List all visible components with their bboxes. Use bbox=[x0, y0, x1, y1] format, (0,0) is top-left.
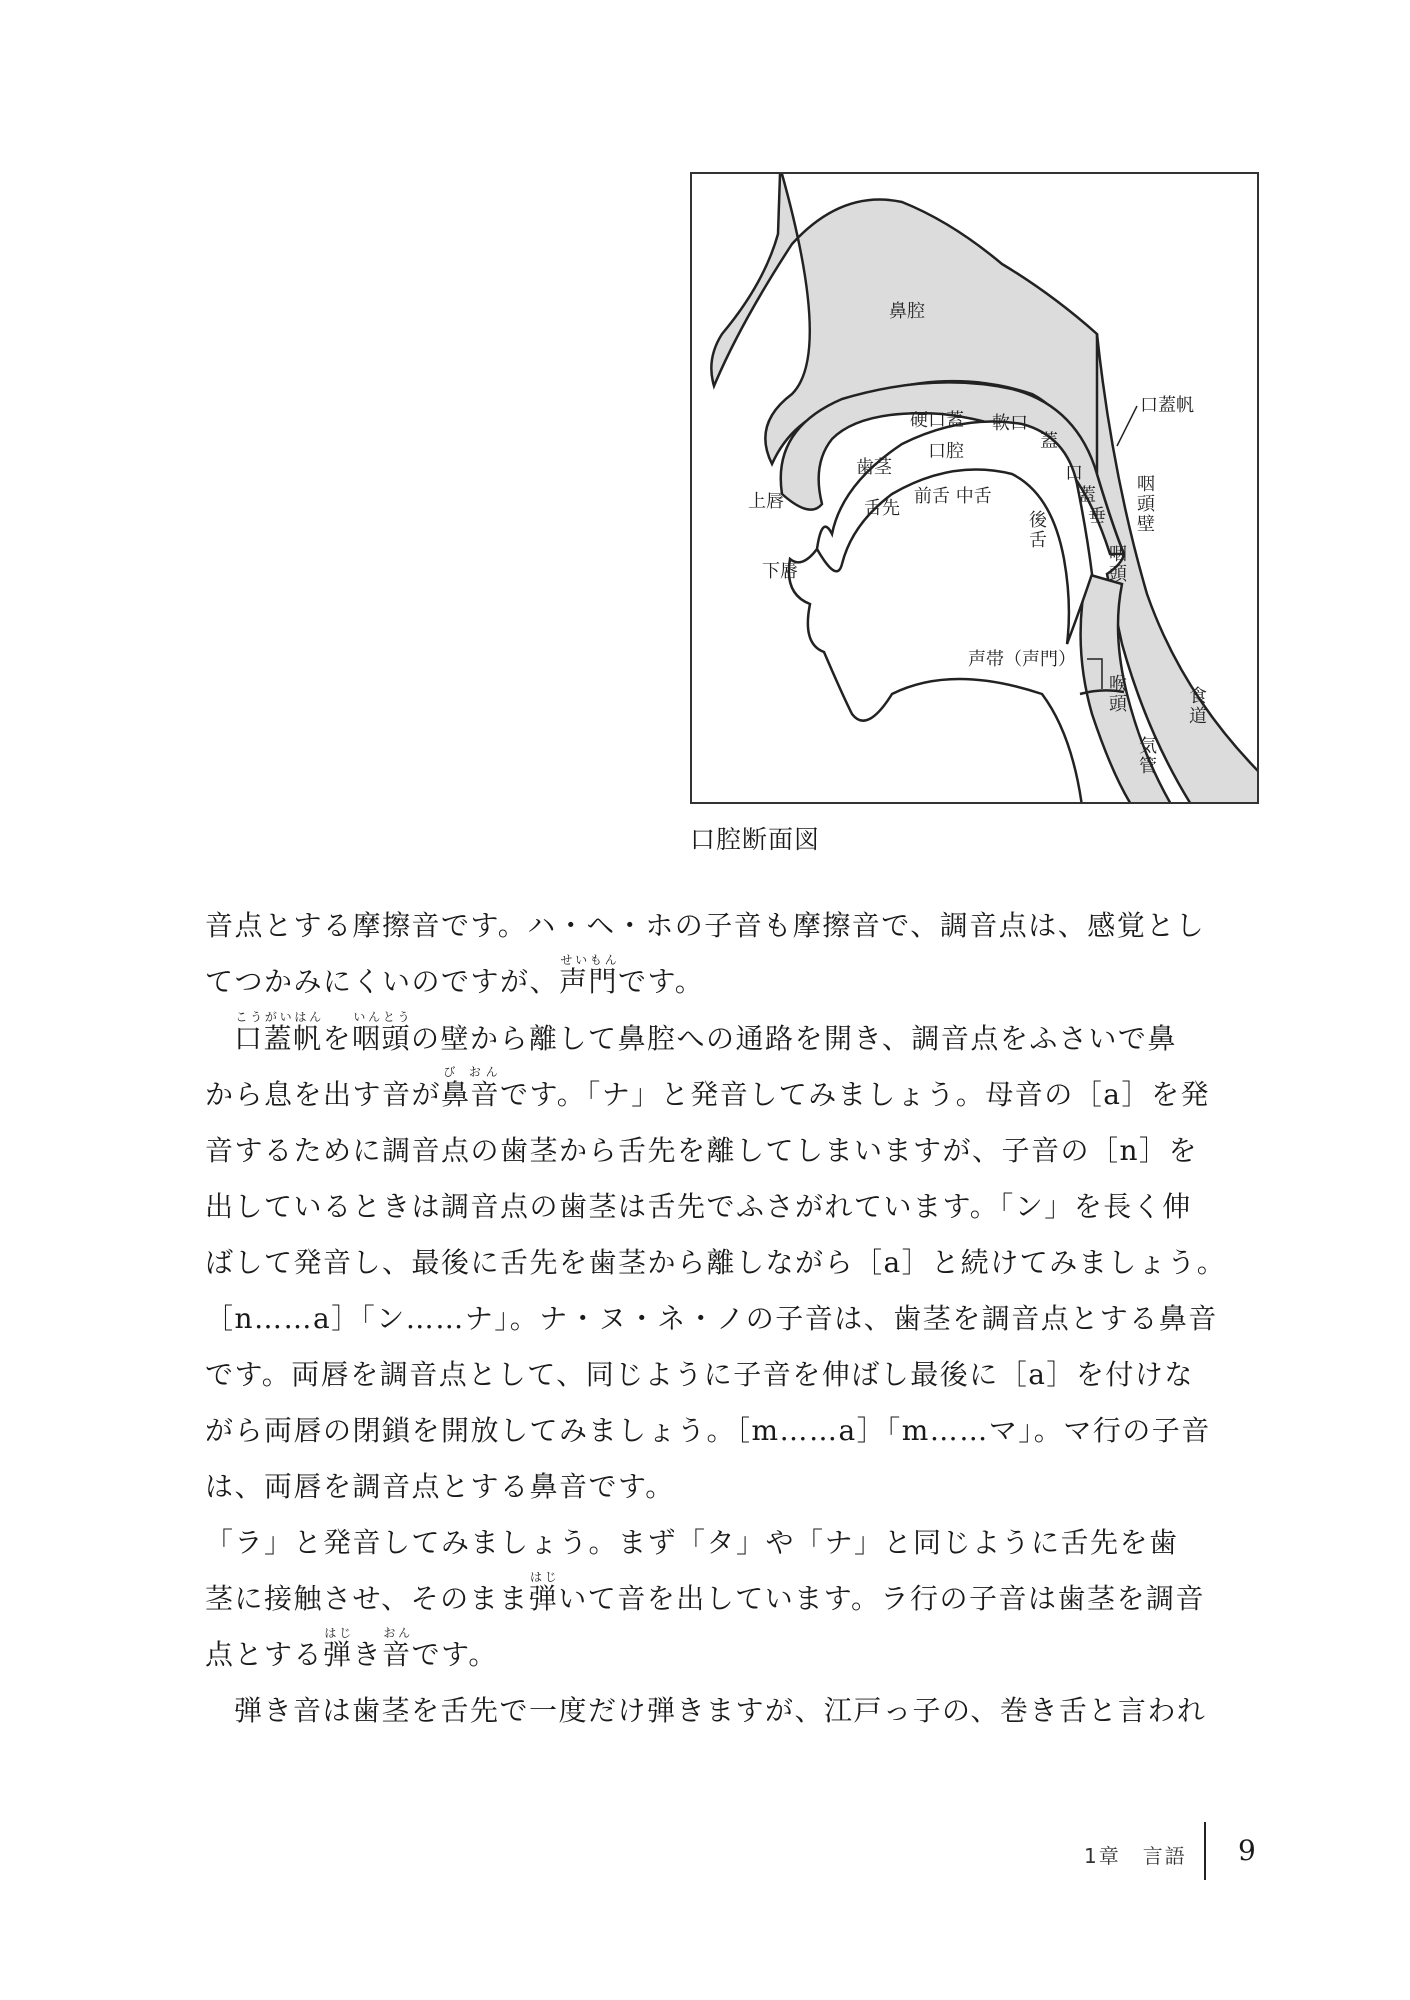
ruby-on: 音おん bbox=[382, 1626, 412, 1671]
p1-line-1: 音点とする摩擦音です。ハ・ヘ・ホの子音も摩擦音で、調音点は、感覚とし bbox=[205, 909, 1206, 942]
ruby-hajii: 弾はじ bbox=[528, 1570, 559, 1615]
label-trachea: 気管 bbox=[1136, 736, 1157, 776]
paragraph-3: 「ラ」と発音してみましょう。まず「タ」や「ナ」と同じように舌先を歯 茎に接触させ、そのまま弾はじいて音を出しています。ラ行の子音は歯茎を調音 点とする弾はじき音おんです。 bbox=[205, 1526, 1205, 1671]
footer-chapter: 1章 言語 bbox=[1084, 1844, 1187, 1868]
body-text bbox=[205, 898, 1261, 1739]
label-lower-lip: 下唇 bbox=[762, 561, 798, 582]
label-pharynx-wall: 咽頭壁 bbox=[1134, 474, 1155, 534]
ruby-intou: 咽頭いんとう bbox=[352, 1010, 412, 1055]
oral-cavity-diagram bbox=[690, 172, 1259, 804]
paragraph-1 bbox=[205, 898, 1261, 1010]
label-soft-palate-1: 軟口 bbox=[992, 413, 1028, 434]
paragraph-4: 弾き音は歯茎を舌先で一度だけ弾きますが、江戸っ子の、巻き舌と言われ bbox=[234, 1694, 1207, 1727]
p1-line-2: てつかみにくいのですが、 bbox=[205, 965, 560, 998]
ruby-hajiki: 弾はじ bbox=[323, 1626, 353, 1671]
label-larynx: 喉頭 bbox=[1106, 674, 1127, 714]
p1-line-2-end: です。 bbox=[618, 965, 705, 998]
label-vocal-cords: 声帯（声門） bbox=[968, 649, 1076, 670]
paragraph-2: 口蓋帆こうがいはんを咽頭いんとうの壁から離して鼻腔への通路を開き、調音点をふさいで鼻 から息を出す音が鼻音び おんです。「ナ」と発音してみましょう。母音の［a］を発 音するために調音点の歯茎から舌先を離してしまいますが、子音の［n］を 出しているときは調音点の歯茎は舌先でふさがれています。「ン」を長く伸 ばして発音し、最後に舌先を歯茎から離しながら［a］と続けてみましょう。 ［n……a］「ン……ナ」。ナ・ヌ・ネ・ノの子音は、歯茎を調音点とする鼻音 です。両唇を調音点として、同じように子音を伸ばし最後に［a］を付けな がら両唇の閉鎖を開放してみましょう。［m……a］「m……マ」。マ行の子音 は、両唇を調音点とする鼻音です。 bbox=[205, 1010, 1227, 1503]
footer-divider bbox=[1204, 1822, 1206, 1880]
velum-pointer bbox=[1117, 406, 1137, 446]
label-nasal-cavity: 鼻腔 bbox=[889, 301, 925, 322]
label-alveolar: 歯茎 bbox=[856, 457, 892, 478]
figure-caption: 口腔断面図 bbox=[690, 825, 821, 854]
ruby-kougaihan: 口蓋帆こうがいはん bbox=[234, 1010, 323, 1055]
label-pharynx: 咽頭 bbox=[1106, 544, 1127, 584]
label-upper-lip: 上唇 bbox=[748, 491, 784, 512]
label-uvula-1: 口 bbox=[1065, 463, 1083, 484]
ruby-seimon: 声門せいもん bbox=[559, 953, 619, 998]
ruby-bion: 鼻音び おん bbox=[441, 1065, 501, 1111]
label-velum: 口蓋帆 bbox=[1140, 395, 1194, 416]
jaw-outline bbox=[789, 549, 1082, 804]
label-esophagus: 食道 bbox=[1186, 686, 1207, 726]
page-number: 9 bbox=[1238, 1834, 1256, 1867]
label-soft-palate-2: 蓋 bbox=[1040, 431, 1058, 452]
label-uvula-2: 蓋 bbox=[1078, 485, 1096, 506]
label-tongue-tip: 舌先 bbox=[864, 498, 900, 519]
label-back-tongue: 後舌 bbox=[1026, 510, 1047, 550]
label-hard-palate: 硬口蓋 bbox=[910, 410, 964, 431]
label-front-mid-tongue: 前舌 中舌 bbox=[914, 486, 992, 507]
label-oral-cavity: 口腔 bbox=[928, 441, 964, 462]
label-uvula-3: 垂 bbox=[1088, 506, 1106, 527]
